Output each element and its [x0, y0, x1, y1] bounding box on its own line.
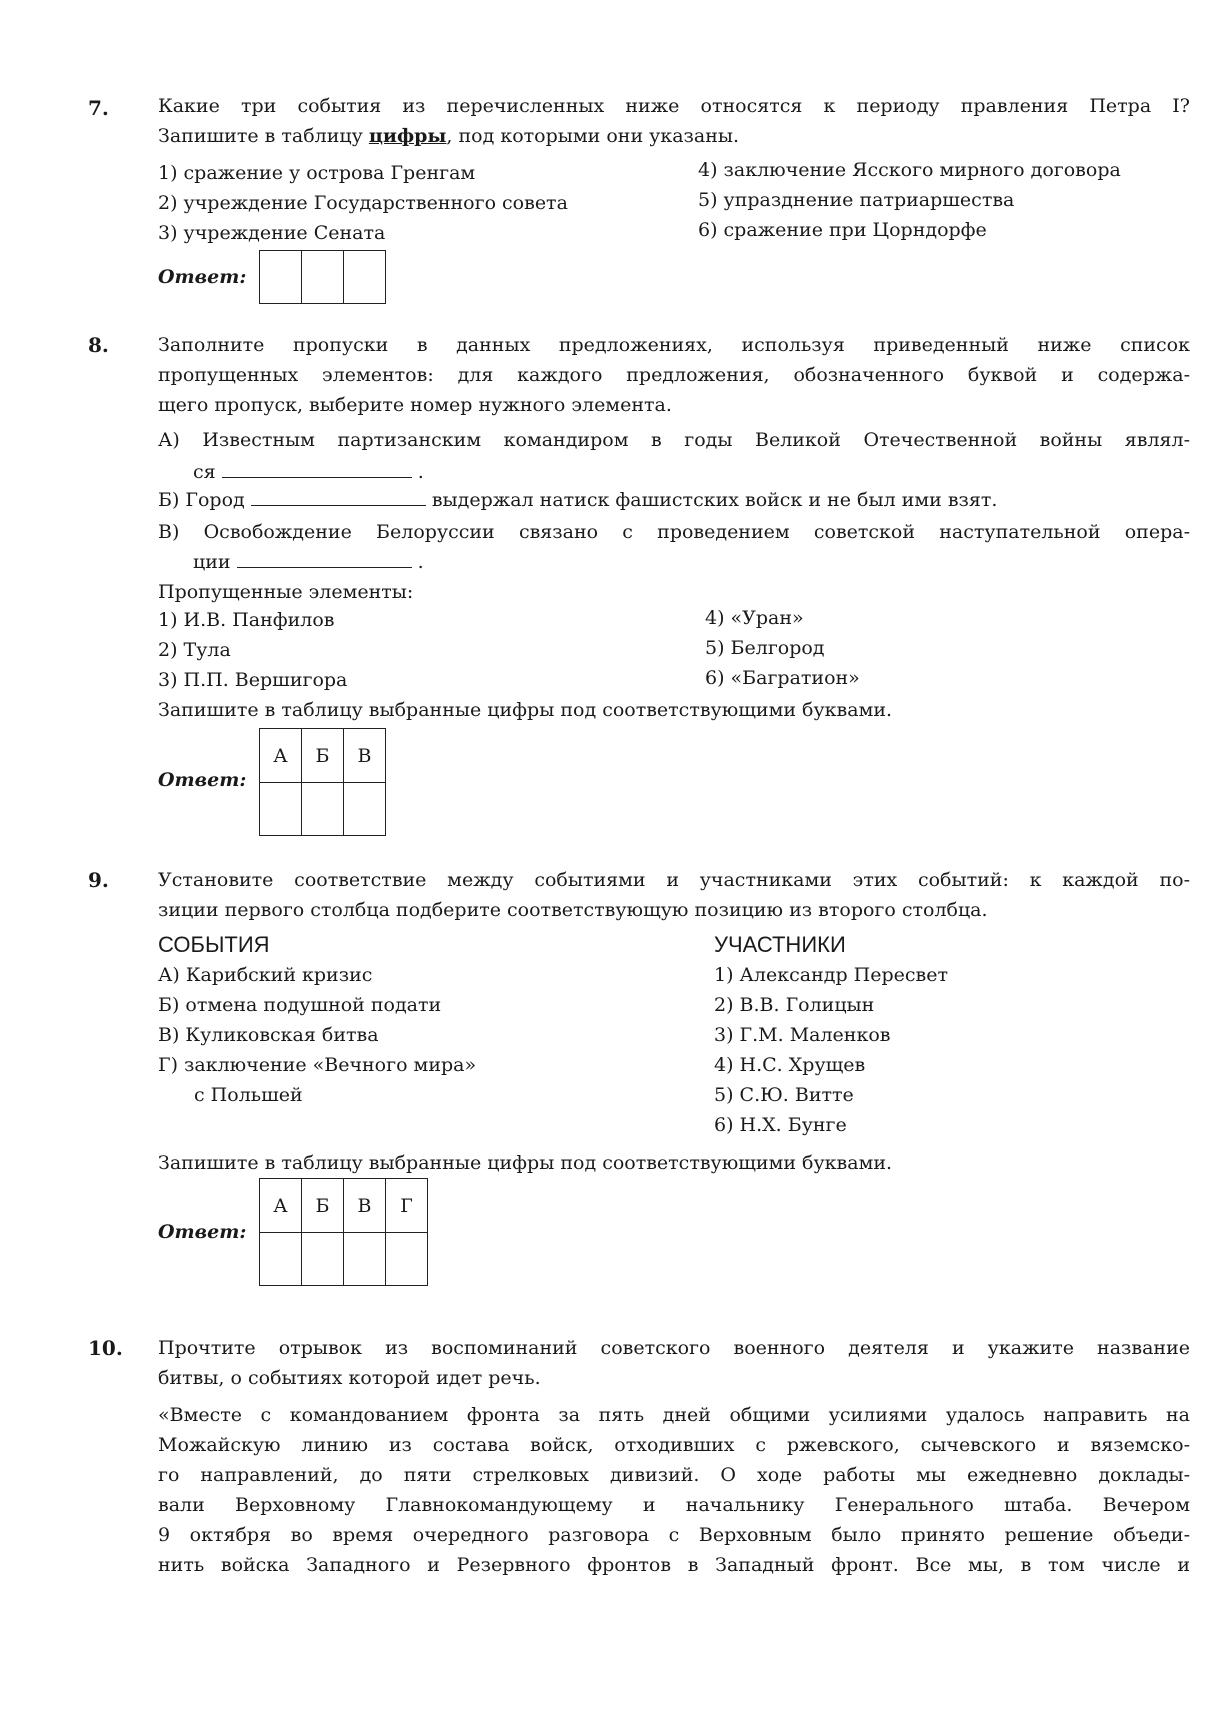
q10-text-line: битвы, о событиях которой идет речь. [158, 1367, 541, 1389]
q8-text-line: Заполните пропуски в данных предложениях, используя приведенный ниже список [158, 334, 1190, 356]
q7-answer-label: Ответ: [158, 266, 247, 288]
q9-event: с Польшей [194, 1084, 303, 1106]
q8-text: Б) Город [158, 489, 245, 511]
q9-participant: 5) С.Ю. Витте [714, 1084, 854, 1106]
q8-blank-v [237, 549, 412, 568]
q8-option: 2) Тула [158, 639, 231, 661]
q9-participant: 4) Н.С. Хрущев [714, 1054, 866, 1076]
q7-answer-cell[interactable] [260, 251, 302, 304]
q8-instruction: Запишите в таблицу выбранные цифры под соответствующими буквами. [158, 699, 893, 721]
q9-text-line: Установите соответствие между событиями и участниками этих событий: к каждой по- [158, 869, 1190, 891]
q9-number: 9. [88, 868, 109, 892]
q10-quote-line: вали Верховному Главнокомандующему и начальнику Генерального штаба. Вечером [158, 1494, 1190, 1516]
q10-quote-line: нить войска Западного и Резервного фронтов в Западный фронт. Все мы, в том числе и [158, 1554, 1190, 1576]
q7-text: Запишите в таблицу [158, 125, 369, 147]
q9-event: Б) отмена подушной подати [158, 994, 442, 1016]
q8-option: 3) П.П. Вершигора [158, 669, 348, 691]
q7-text-line: Какие три события из перечисленных ниже относятся к периоду правления Петра I? [158, 95, 1190, 117]
q8-text: . [417, 461, 424, 483]
q8-text-line: щего пропуск, выберите номер нужного элемента. [158, 394, 672, 416]
q10-quote-line: 9 октября во время очередного разговора с Верховным было принято решение объеди- [158, 1524, 1190, 1546]
q8-text-line: пропущенных элементов: для каждого предложения, обозначенного буквой и содержа- [158, 364, 1190, 386]
q8-sentence-a-end [193, 457, 1216, 487]
q8-blank-b [251, 487, 426, 506]
q9-col-header: Г [386, 1179, 428, 1233]
q8-sentence-a: А) Известным партизанским командиром в годы Великой Отечественной войны являл- [158, 429, 1190, 451]
q8-text: выдержал натиск фашистских войск и не был ими взят. [431, 489, 998, 511]
q9-participant: 3) Г.М. Маленков [714, 1024, 891, 1046]
q7-answer-cell[interactable] [302, 251, 344, 304]
q9-event: В) Куликовская битва [158, 1024, 379, 1046]
q9-text-line: зиции первого столбца подберите соответствующую позицию из второго столбца. [158, 899, 988, 921]
q8-option: 4) «Уран» [705, 607, 804, 629]
q8-answer-cell[interactable] [260, 783, 302, 836]
q8-col-header: В [344, 729, 386, 783]
q9-answer-cell[interactable] [302, 1233, 344, 1286]
q9-answer-cell[interactable] [344, 1233, 386, 1286]
q9-participant: 1) Александр Пересвет [714, 964, 948, 986]
q8-missing-label: Пропущенные элементы: [158, 581, 414, 603]
q7-option: 2) учреждение Государственного совета [158, 192, 568, 214]
q10-quote-line: «Вместе с командованием фронта за пять дней общими усилиями удалось направить на [158, 1404, 1190, 1426]
q8-blank-a [222, 459, 412, 478]
q9-answer-cell[interactable] [386, 1233, 428, 1286]
q9-participant: 2) В.В. Голицын [714, 994, 875, 1016]
q7-option: 6) сражение при Цорндорфе [698, 219, 987, 241]
q9-answer-label: Ответ: [158, 1221, 247, 1243]
q8-option: 5) Белгород [705, 637, 825, 659]
q8-answer-cell[interactable] [344, 783, 386, 836]
q7-option: 3) учреждение Сената [158, 222, 386, 244]
q7-option: 1) сражение у острова Гренгам [158, 162, 476, 184]
q8-sentence-v-end [193, 547, 1216, 577]
q7-number: 7. [88, 96, 109, 120]
q10-number: 10. [88, 1336, 123, 1360]
q7-answer-cell[interactable] [344, 251, 386, 304]
q7-option: 5) упразднение патриаршества [698, 189, 1015, 211]
q9-answer-table [259, 1178, 428, 1286]
q10-text-line: Прочтите отрывок из воспоминаний советского военного деятеля и укажите название [158, 1337, 1190, 1359]
q10-quote-line: Можайскую линию из состава войск, отходивших с ржевского, сычевского и вяземско- [158, 1434, 1190, 1456]
q7-emphasis: цифры [368, 125, 447, 147]
q8-answer-cell[interactable] [302, 783, 344, 836]
q7-text: , под которыми они указаны. [446, 125, 740, 147]
q9-participant: 6) Н.Х. Бунге [714, 1114, 847, 1136]
q9-answer-cell[interactable] [260, 1233, 302, 1286]
q8-col-header: А [260, 729, 302, 783]
q8-text: ся [193, 461, 216, 483]
q9-col-header: А [260, 1179, 302, 1233]
q9-event: Г) заключение «Вечного мира» [158, 1054, 477, 1076]
q7-answer-table [259, 250, 386, 304]
q8-answer-label: Ответ: [158, 769, 247, 791]
q8-text: . [417, 551, 424, 573]
q9-events-header: СОБЫТИЯ [158, 932, 270, 957]
q8-option: 1) И.В. Панфилов [158, 609, 335, 631]
q8-sentence-b [158, 485, 1190, 515]
q7-option: 4) заключение Ясского мирного договора [698, 159, 1121, 181]
q8-answer-table [259, 728, 386, 836]
q10-quote-line: го направлений, до пяти стрелковых дивизий. О ходе работы мы ежедневно доклады- [158, 1464, 1190, 1486]
q9-col-header: Б [302, 1179, 344, 1233]
q9-participants-header: УЧАСТНИКИ [714, 932, 846, 957]
q9-event: А) Карибский кризис [158, 964, 373, 986]
q7-text-line [158, 121, 1190, 151]
q9-col-header: В [344, 1179, 386, 1233]
q8-col-header: Б [302, 729, 344, 783]
q8-sentence-v: В) Освобождение Белоруссии связано с проведением советской наступательной опера- [158, 521, 1190, 543]
q8-option: 6) «Багратион» [705, 667, 860, 689]
q8-number: 8. [88, 333, 109, 357]
q8-text: ции [193, 551, 231, 573]
q9-instruction: Запишите в таблицу выбранные цифры под соответствующими буквами. [158, 1152, 893, 1174]
